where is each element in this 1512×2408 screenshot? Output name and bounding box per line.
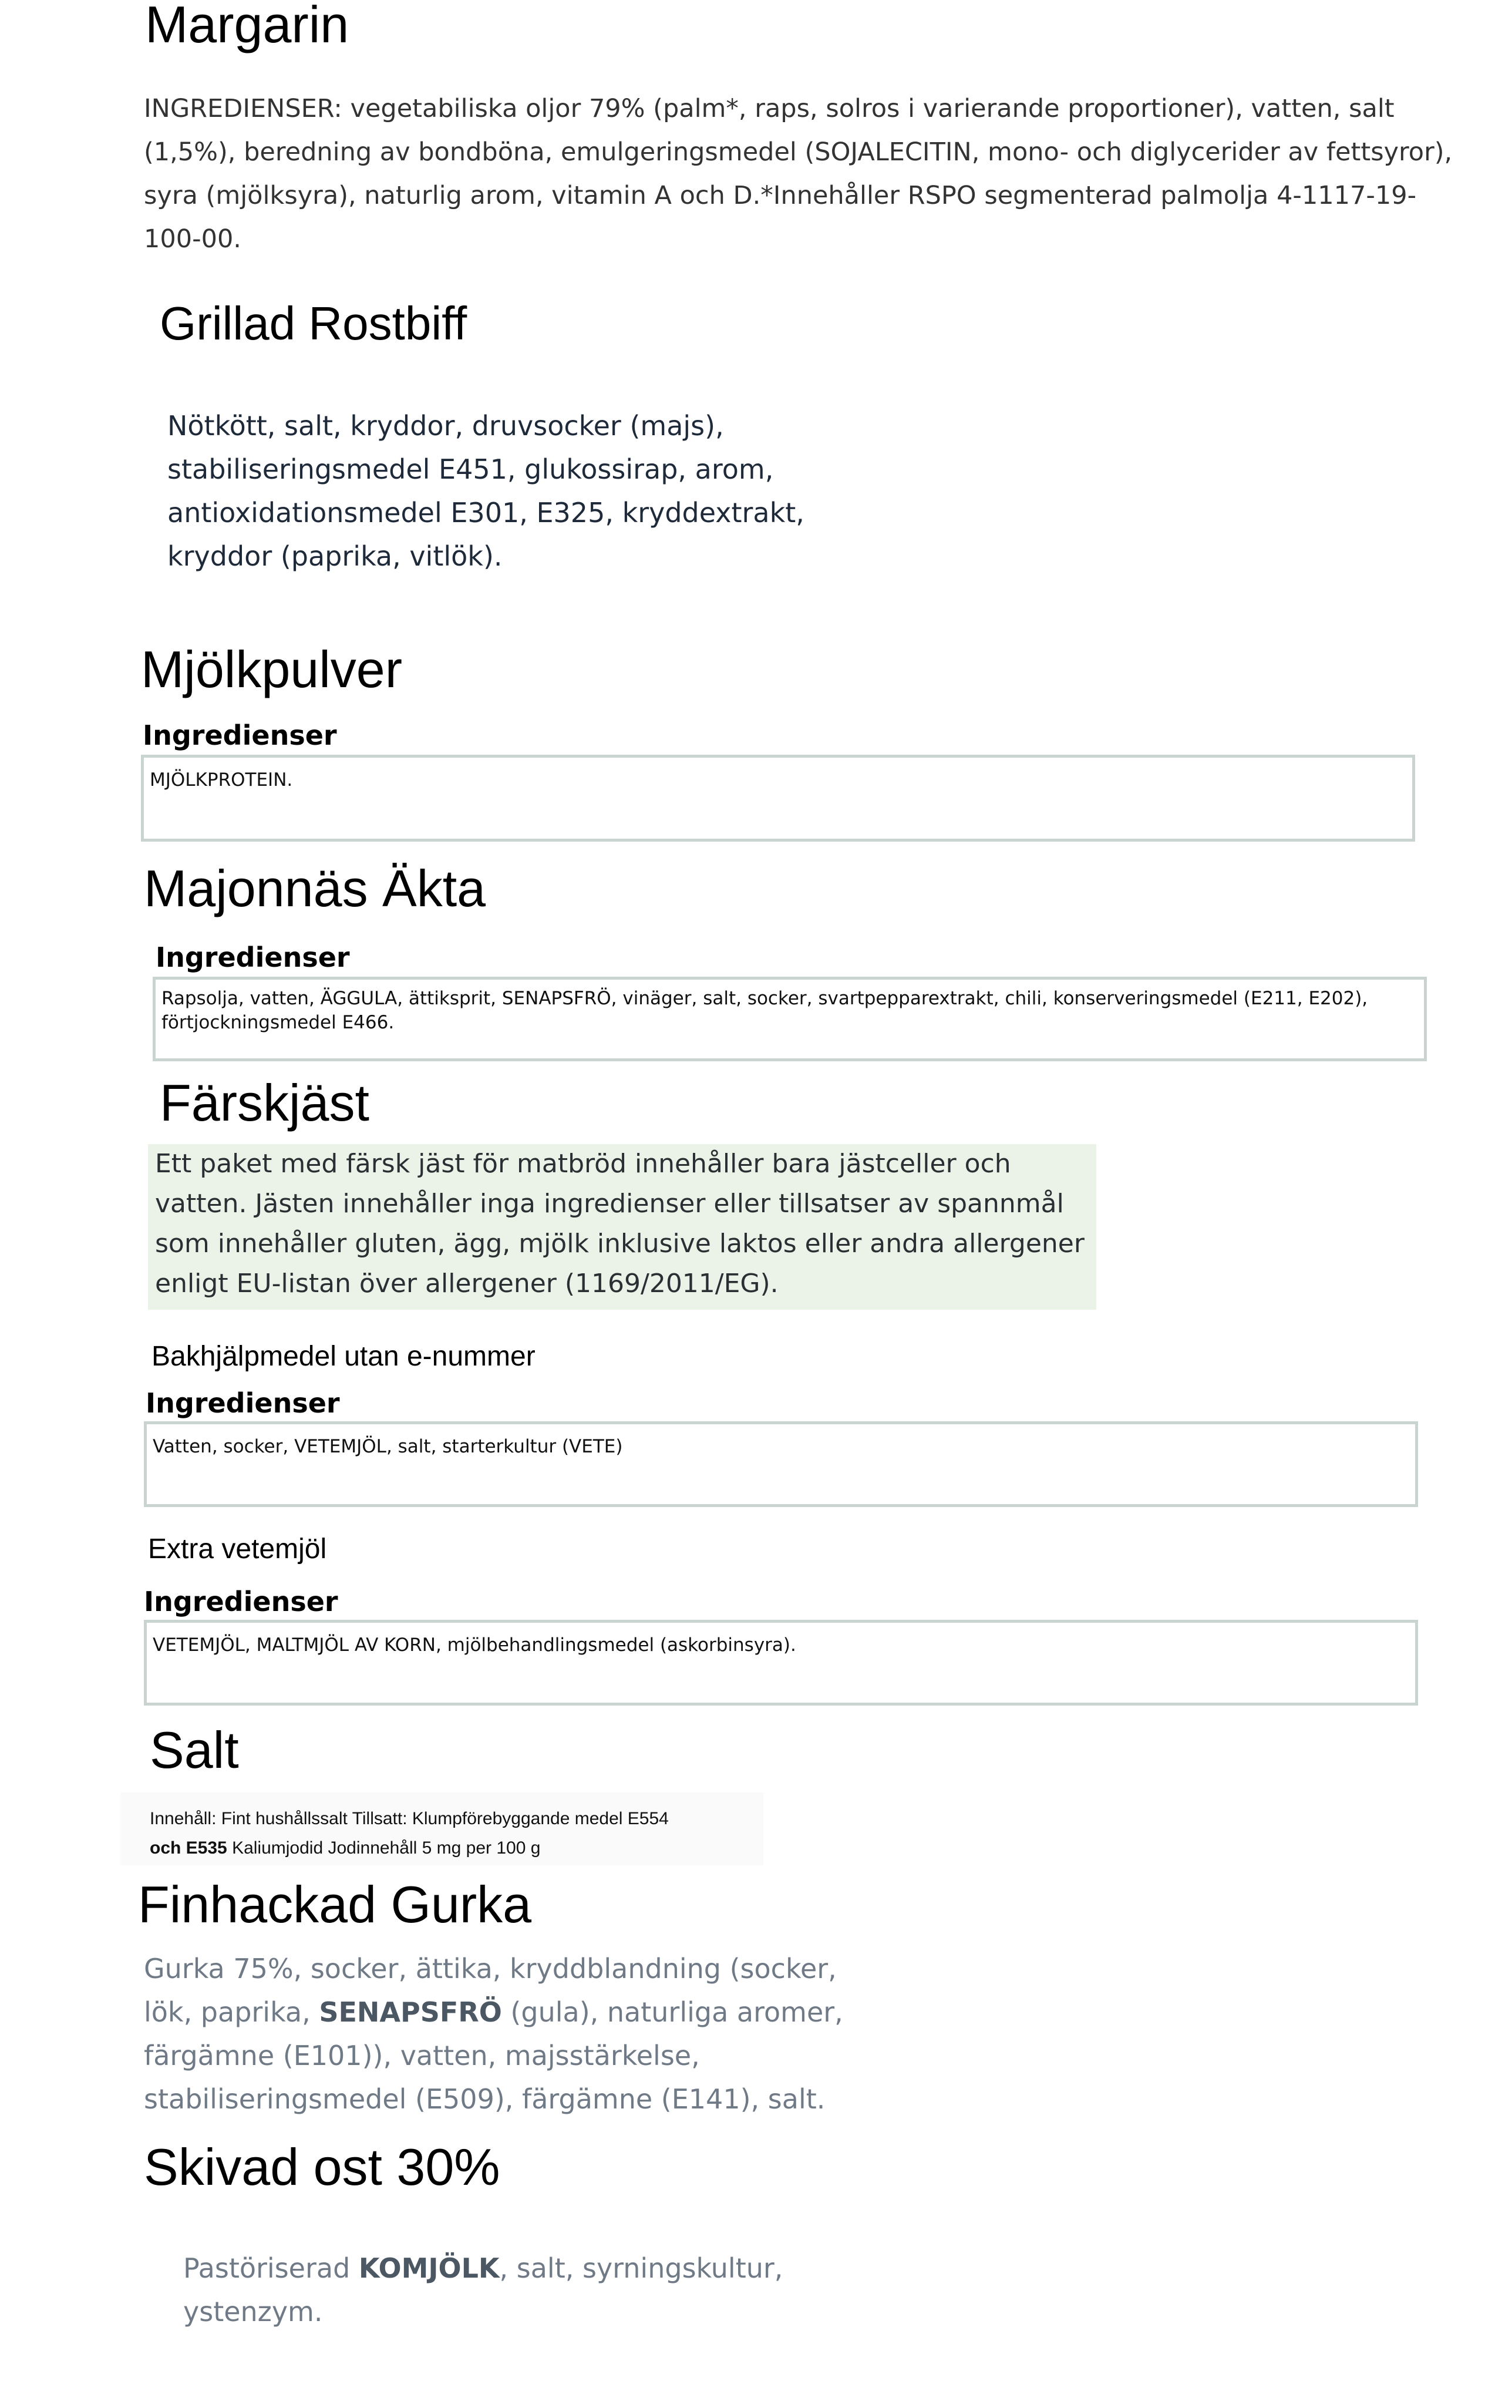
vetemjol-title: Extra vetemjöl (148, 1533, 327, 1565)
mjolkpulver-ingredients-box (141, 755, 1415, 842)
mjolkpulver-ingredients: MJÖLKPROTEIN. (150, 769, 293, 791)
ost-ingredients (183, 2246, 864, 2333)
salt-line-2-bold: och E535 (150, 1838, 227, 1858)
farskjast-title: Färskjäst (160, 1074, 369, 1132)
vetemjol-ingredients-box (144, 1620, 1418, 1706)
margarin-title: Margarin (145, 0, 349, 53)
majonnas-title: Majonnäs Äkta (144, 859, 486, 917)
vetemjol-label: Ingredienser (144, 1586, 338, 1617)
farskjast-text: Ett paket med färsk jäst för matbröd innehåller bara jästceller och vatten. Jästen innehåller inga ingredienser eller tillsatser av spannmål som innehåller gluten, ägg, mjölk inklusive laktos eller andra allergener enligt EU-listan över allergener (1169/2011/EG). (155, 1149, 1085, 1299)
bakhjalp-ingredients-box (144, 1421, 1418, 1507)
mjolkpulver-title: Mjölkpulver (141, 640, 403, 698)
farskjast-info-box (148, 1144, 1096, 1310)
ost-allergen: KOMJÖLK (358, 2252, 500, 2284)
ost-text-b: , salt, syrningskultur, ystenzym. (183, 2252, 783, 2328)
gurka-title: Finhackad Gurka (138, 1875, 532, 1933)
gurka-allergen: SENAPSFRÖ (319, 1996, 502, 2028)
rostbiff-ingredients: Nötkött, salt, kryddor, druvsocker (majs), stabiliseringsmedel E451, glukossirap, arom, antioxidationsmedel E301, E325, kryddextrakt, kryddor (paprika, vitlök). (167, 410, 804, 572)
gurka-text-b: (gula), naturliga aromer, färgämne (E101)), vatten, majsstärkelse, stabiliseringsmedel (E509), färgämne (E141), salt. (144, 1996, 843, 2115)
rostbiff-title: Grillad Rostbiff (160, 297, 467, 349)
gurka-ingredients (144, 1947, 884, 2121)
majonnas-ingredients: Rapsolja, vatten, ÄGGULA, ättiksprit, SENAPSFRÖ, vinäger, salt, socker, svartpepparextrakt, chili, konserveringsmedel (E211, E202), förtjockningsmedel E466. (161, 988, 1368, 1033)
bakhjalp-title: Bakhjälpmedel utan e-nummer (151, 1341, 536, 1372)
gurka-text-a: Gurka 75%, socker, ättika, kryddblandning (socker, lök, paprika, (144, 1953, 837, 2028)
bakhjalp-ingredients: Vatten, socker, VETEMJÖL, salt, starterkultur (VETE) (153, 1436, 623, 1457)
salt-info-box (120, 1792, 763, 1865)
vetemjol-ingredients: VETEMJÖL, MALTMJÖL AV KORN, mjölbehandlingsmedel (askorbinsyra). (153, 1635, 796, 1656)
mjolkpulver-label: Ingredienser (143, 719, 337, 751)
bakhjalp-label: Ingredienser (146, 1387, 340, 1419)
majonnas-ingredients-box (153, 977, 1427, 1061)
ost-text-a: Pastöriserad (183, 2252, 359, 2284)
ost-title: Skivad ost 30% (144, 2138, 500, 2196)
salt-line-1: Innehåll: Fint hushållssalt Tillsatt: Klumpförebyggande medel E554 (150, 1809, 669, 1828)
majonnas-label: Ingredienser (156, 941, 350, 973)
salt-line-2 (150, 1834, 734, 1863)
salt-title: Salt (150, 1721, 239, 1779)
margarin-ingredients: INGREDIENSER: vegetabiliska oljor 79% (palm*, raps, solros i varierande proportioner), vatten, salt (1,5%), beredning av bondböna, emulgeringsmedel (SOJALECITIN, mono- och diglycerider av fettsyror), syra (mjölksyra), naturlig arom, vitamin A och D.*Innehåller RSPO segmenterad palmolja 4-1117-19-100-00. (144, 94, 1453, 254)
salt-line-2-rest: Kaliumjodid Jodinnehåll 5 mg per 100 g (227, 1838, 541, 1858)
